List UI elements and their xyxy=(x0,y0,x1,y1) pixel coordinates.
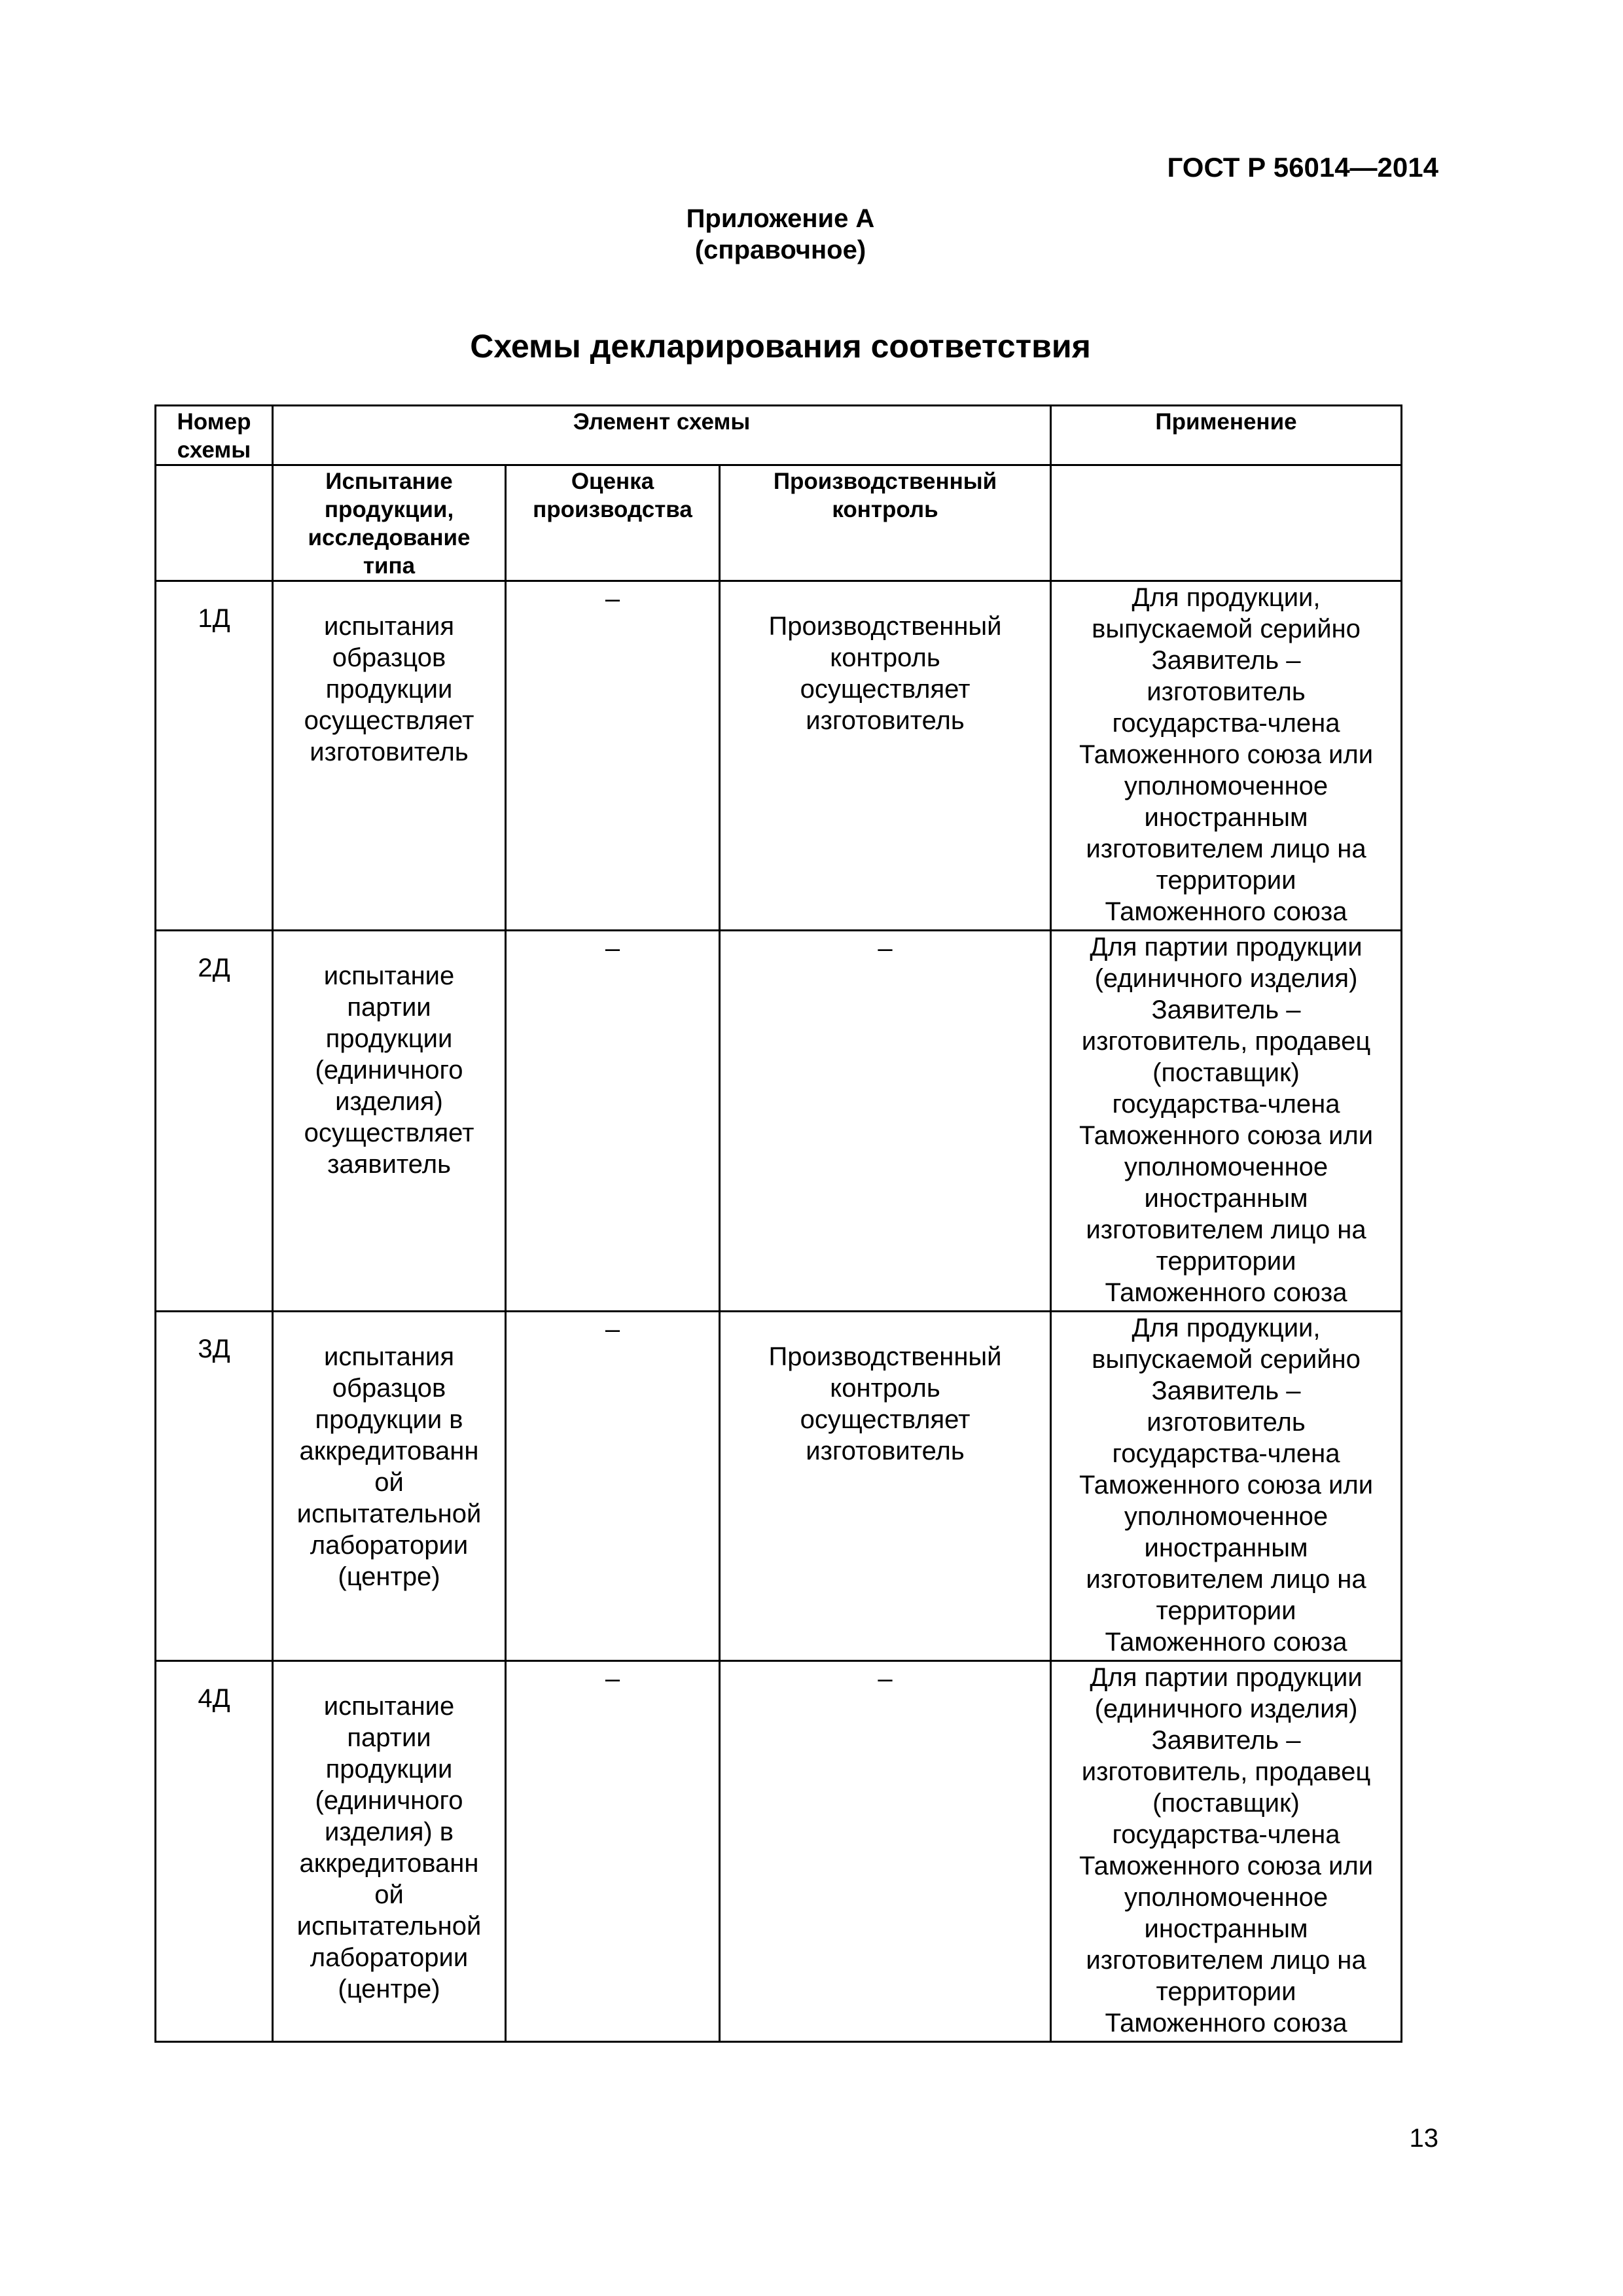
application-cell: Для продукции, выпускаемой серийно Заявитель – изготовитель государства-члена Таможенного союза или уполномоченное иностранным изготовителем лицо на территории Таможенного союза xyxy=(1051,1312,1402,1661)
header-scheme-number: Номер схемы xyxy=(156,406,273,465)
page-number: 13 xyxy=(1409,2124,1438,2153)
table-subheader-row xyxy=(156,465,1402,581)
application-cell: Для продукции, выпускаемой серийно Заявитель – изготовитель государства-члена Таможенного союза или уполномоченное иностранным изготовителем лицо на территории Таможенного союза xyxy=(1051,581,1402,931)
product-testing-cell: испытание партии продукции (единичного изделия) осуществляет заявитель xyxy=(273,931,506,1312)
header-production-assessment: Оценка производства xyxy=(506,465,720,581)
production-assessment-cell: – xyxy=(506,581,720,931)
product-testing-cell: испытание партии продукции (единичного изделия) в аккредитованн ой испытательной лаборатории (центре) xyxy=(273,1661,506,2042)
scheme-number: 1Д xyxy=(156,581,273,931)
product-testing-cell: испытания образцов продукции в аккредитованн ой испытательной лаборатории (центре) xyxy=(273,1312,506,1661)
production-control-cell: – xyxy=(720,931,1051,1312)
application-cell: Для партии продукции (единичного изделия) Заявитель – изготовитель, продавец (поставщик) государства-члена Таможенного союза или уполномоченное иностранным изготовителем лицо на территории Таможенного союза xyxy=(1051,1661,1402,2042)
header-scheme-element: Элемент схемы xyxy=(273,406,1051,465)
appendix-title: Приложение А xyxy=(686,204,875,233)
table-row xyxy=(156,1312,1402,1661)
appendix-note: (справочное) xyxy=(694,236,866,264)
scheme-number: 4Д xyxy=(156,1661,273,2042)
header-application: Применение xyxy=(1051,406,1402,465)
standard-code: ГОСТ Р 56014—2014 xyxy=(1167,152,1438,183)
subheader-empty-cell xyxy=(156,465,273,581)
production-assessment-cell: – xyxy=(506,1661,720,2042)
table-row xyxy=(156,581,1402,931)
production-control-cell: Производственный контроль осуществляет изготовитель xyxy=(720,581,1051,931)
scheme-number: 3Д xyxy=(156,1312,273,1661)
header-product-testing: Испытание продукции, исследование типа xyxy=(273,465,506,581)
application-cell: Для партии продукции (единичного изделия) Заявитель – изготовитель, продавец (поставщик) государства-члена Таможенного союза или уполномоченное иностранным изготовителем лицо на территории Таможенного союза xyxy=(1051,931,1402,1312)
product-testing-cell: испытания образцов продукции осуществляет изготовитель xyxy=(273,581,506,931)
page-title: Схемы декларирования соответствия xyxy=(470,328,1091,365)
production-control-cell: – xyxy=(720,1661,1051,2042)
table-row xyxy=(156,931,1402,1312)
table-header-row xyxy=(156,406,1402,465)
scheme-number: 2Д xyxy=(156,931,273,1312)
header-production-control: Производственный контроль xyxy=(720,465,1051,581)
table-row xyxy=(156,1661,1402,2042)
subheader-empty-cell xyxy=(1051,465,1402,581)
production-assessment-cell: – xyxy=(506,931,720,1312)
schemes-table xyxy=(154,404,1402,2043)
production-assessment-cell: – xyxy=(506,1312,720,1661)
production-control-cell: Производственный контроль осуществляет изготовитель xyxy=(720,1312,1051,1661)
appendix-heading xyxy=(0,203,1561,266)
